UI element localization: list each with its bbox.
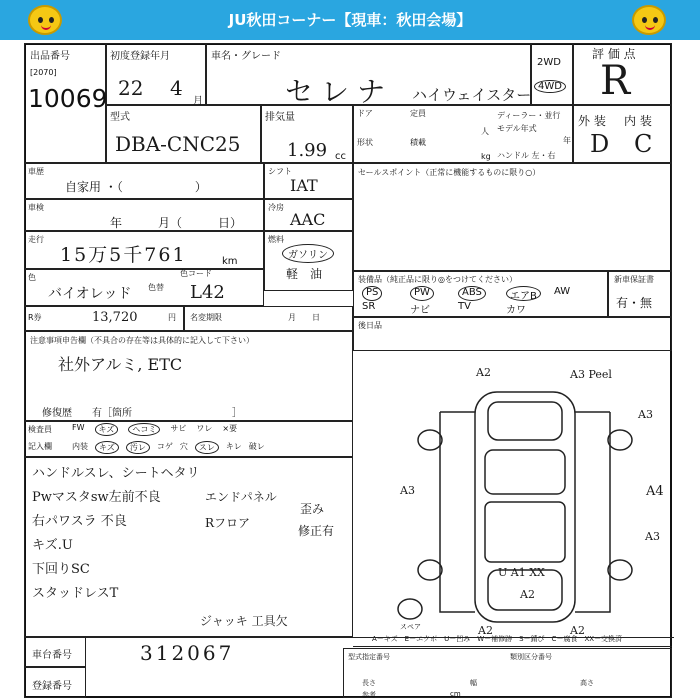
spec-box: [343, 648, 672, 698]
equip-pw: PW: [410, 286, 434, 301]
handle-label: ハンドル 左・右: [497, 151, 556, 160]
ins-rust: サビ: [170, 424, 187, 433]
declaration-value: 社外アルミ, ETC: [58, 355, 183, 374]
equip-aw: AW: [554, 286, 571, 297]
footer-divider: [24, 637, 674, 638]
writer-label: 記入欄: [28, 442, 52, 451]
cm-label: cm: [450, 690, 461, 698]
dealer-label: ディーラー・並行: [497, 111, 561, 120]
mark-bottom-a2-right: A2: [570, 624, 585, 637]
grade: ハイウェイスター: [412, 86, 532, 104]
warranty-value: 有・無: [616, 296, 653, 310]
note-distortion: 歪み: [300, 502, 325, 516]
name-change-label: 名変期限: [190, 313, 222, 322]
chassis-label: 車台番号: [32, 650, 72, 661]
ac-label: 冷房: [268, 203, 284, 212]
ac-value: AAC: [290, 210, 326, 229]
displacement-unit: cc: [335, 151, 346, 162]
capacity-unit: 人: [481, 127, 489, 136]
width-label: 幅: [470, 679, 477, 687]
color-code-label: 色コード: [180, 269, 212, 278]
exterior-grade: D: [590, 130, 610, 158]
exterior-label: 外 装: [578, 114, 606, 128]
usage-value: 自家用 ・（ ）: [65, 180, 207, 194]
declaration-label: 注意事項申告欄（不具合の存在等は具体的に記入して下さい）: [30, 336, 254, 345]
score-value: R: [600, 58, 631, 104]
note-line: ハンドルスレ、シートヘタリ: [32, 466, 200, 481]
sales-points-box: [353, 163, 672, 271]
wheels: [398, 430, 632, 619]
mileage-unit: km: [222, 256, 238, 267]
lot-label: 出品番号: [30, 51, 70, 62]
ins-dent: ヘコミ: [128, 423, 160, 436]
equip-ps: PS: [362, 286, 382, 301]
mileage-label: 走行: [28, 235, 44, 244]
int-tear: 破レ: [248, 442, 265, 451]
note-line: キズ.U: [32, 538, 73, 553]
first-reg-month-unit: 月: [193, 96, 203, 107]
note-line: Pwマスタsw左前不良: [32, 490, 161, 505]
equip-abs: ABS: [458, 286, 486, 301]
note-line: スタッドレスT: [32, 586, 119, 601]
usage-label: 車歴: [28, 167, 44, 176]
recycle-value: 13,720: [92, 310, 138, 325]
load-label: 積載: [410, 138, 426, 147]
fuel-diesel: 軽 油: [286, 267, 323, 281]
model-code: DBA-CNC25: [115, 132, 241, 156]
warranty-label: 新車保証書: [614, 275, 654, 284]
recycle-unit: 円: [168, 313, 176, 322]
inspection-label: 車検: [28, 203, 44, 212]
note-corrected: 修正有: [298, 524, 335, 538]
drive-4wd-circled: 4WD: [534, 80, 566, 93]
displacement-label: 排気量: [265, 112, 295, 123]
equipment-grid: [362, 286, 602, 316]
inspection-value: 年 月（ 日）: [110, 216, 243, 230]
interior-label: 内 装: [624, 114, 652, 128]
chassis-number: 312067: [140, 641, 235, 665]
capacity-label: 定員: [410, 109, 426, 118]
int-label: 内装: [72, 442, 88, 451]
sales-points-label: セールスポイント（正常に機能するものに限り○）: [358, 168, 541, 177]
inspector-row-exterior: [72, 423, 237, 436]
int-scratch: キズ: [95, 441, 119, 454]
ins-crack: ワレ: [196, 424, 213, 433]
rear-seat-box: [353, 317, 672, 351]
shift-label: シフト: [268, 167, 292, 176]
ref-label: 参考: [362, 691, 376, 699]
equip-airbag: エアB: [506, 286, 541, 301]
model-label: 車名・グレード: [211, 51, 281, 62]
note-line: 右パワスラ 不良: [32, 514, 127, 529]
fuel-gasoline-circled: ガソリン: [282, 244, 334, 263]
inspector-label: 検査員: [28, 425, 52, 434]
equip-leather: カワ: [506, 305, 526, 316]
drive-2wd: 2WD: [537, 57, 561, 68]
fuel-label: 燃料: [268, 235, 284, 244]
color-code: L42: [190, 282, 225, 303]
recycle-label: R券: [28, 313, 42, 322]
color-change-label: 色替: [148, 283, 164, 292]
rear-seat-label: 後日品: [358, 321, 382, 330]
type-label: 型式: [110, 112, 130, 123]
ins-scratch: キズ: [95, 423, 119, 436]
ins-fw: FW: [72, 423, 85, 432]
equip-navi: ナビ: [410, 305, 430, 316]
int-dirt: 汚レ: [126, 441, 150, 454]
int-burn: コゲ: [156, 442, 173, 451]
score-label: 評 価 点: [592, 47, 636, 61]
int-wear: スレ: [195, 441, 219, 454]
color-value: バイオレッド: [48, 286, 132, 302]
inspector-notes-left: [32, 462, 200, 606]
first-reg-label: 初度登録年月: [110, 51, 170, 62]
length-label: 長さ: [362, 679, 376, 687]
type-designation-label: 型式指定番号: [348, 653, 390, 661]
equipment-label: 装備品（純正品に限り◎をつけてください）: [358, 275, 517, 284]
mark-top-a2: A2: [476, 366, 491, 379]
ins-required: ×要: [222, 424, 238, 433]
lot-sub: [2070]: [30, 68, 57, 77]
model-year-label: モデル年式: [497, 124, 537, 133]
note-jack-tools: ジャッキ 工具欠: [200, 614, 288, 628]
model-year-unit: 年: [563, 136, 571, 145]
color-label: 色: [28, 273, 36, 282]
first-reg-year: 22: [118, 76, 144, 100]
shape-label: 形状: [357, 138, 373, 147]
name-change-unit: 月 日: [288, 313, 320, 322]
door-label: ドア: [357, 109, 373, 118]
first-reg-month: 4: [170, 76, 183, 100]
damage-legend: A－キズ E－エクボ U－凹み W－補修跡 S－錆び C－腐食 XX－交換済: [372, 635, 623, 643]
registration-label: 登録番号: [32, 681, 72, 692]
mileage-value: 15万5千761: [60, 244, 187, 266]
spare-label: スペア: [400, 623, 421, 631]
load-unit: kg: [481, 152, 491, 161]
shift-value: IAT: [290, 176, 318, 195]
mark-left-a3: A3: [400, 484, 415, 497]
int-hole: 穴: [179, 442, 188, 451]
inspector-row-interior: [72, 441, 265, 454]
displacement-value: 1.99: [287, 140, 328, 161]
int-cut: キレ: [225, 442, 242, 451]
mark-right-a3-rear: A3: [645, 530, 660, 543]
lot-number: 10069: [28, 84, 108, 113]
drive-box: [531, 43, 573, 105]
note-end-panel: エンドパネル: [205, 490, 277, 504]
repair-history: 修復歴 有［箇所 ］: [42, 408, 242, 419]
mark-top-a3-peel: A3 Peel: [570, 368, 612, 381]
page-title: JU秋田コーナー【現車：秋田会場】: [228, 11, 472, 29]
category-label: 類別区分番号: [510, 653, 552, 661]
mark-bottom-a2-left: A2: [478, 624, 493, 637]
equip-tv: TV: [458, 301, 471, 312]
note-r-floor: Rフロア: [205, 516, 251, 530]
mark-right-a3-front: A3: [638, 408, 653, 421]
note-line: 下回りSC: [32, 562, 90, 577]
height-label: 高さ: [580, 679, 594, 687]
interior-grade: C: [634, 130, 653, 158]
car-name: セレナ: [285, 75, 394, 108]
mark-rear-a2: A2: [520, 588, 535, 601]
car-diagram-svg: [380, 372, 670, 642]
equip-sr: SR: [362, 301, 376, 312]
mark-rear-u-a1-xx: U A1 XX: [498, 566, 545, 579]
mark-right-a4: A4: [646, 484, 664, 499]
